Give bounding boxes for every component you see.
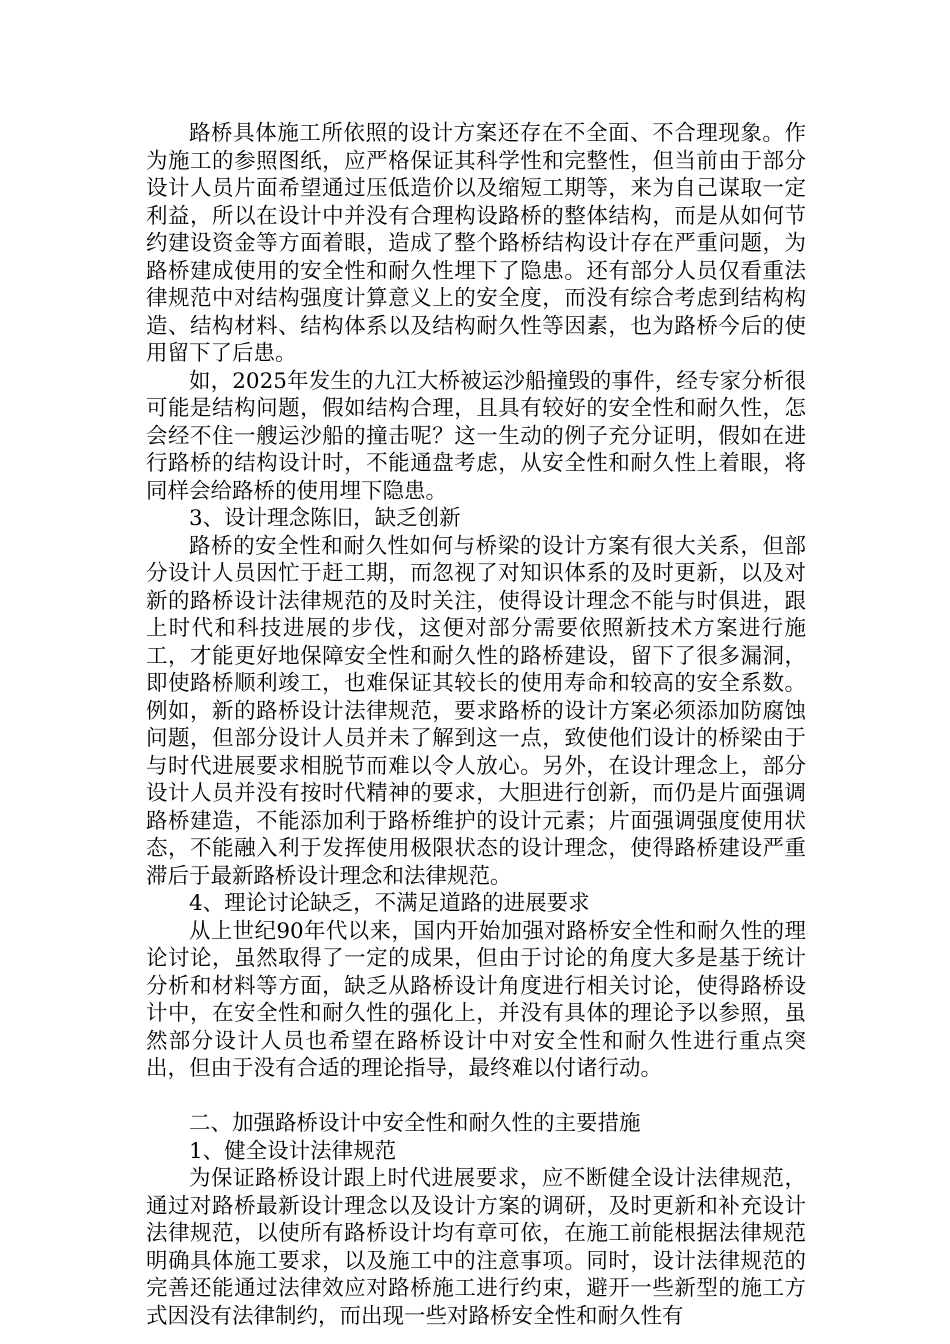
paragraph-design-concept: 路桥的安全性和耐久性如何与桥梁的设计方案有很大关系，但部分设计人员因忙于赶工期，而忽视了对知识体系的及时更新，以及对新的路桥设计法律规范的及时关注，使得设计理念不能与时俱进，跟上时代和科技进展的步伐，这便对部分需要依照新技术方案进行施工，才能更好地保障安全性和耐久性的路桥建设，留下了很多漏洞，即使路桥顺利竣工，也难保证其较长的使用寿命和较高的安全系数。例如，新的路桥设计法律规范，要求路桥的设计方案必须添加防腐蚀问题，但部分设计人员并未了解到这一点，致使他们设计的桥梁由于与时代进展要求相脱节而难以令人放心。另外，在设计理念上，部分设计人员并没有按时代精神的要求，大胆进行创新，而仍是片面强调路桥建造，不能添加利于路桥维护的设计元素；片面强调强度使用状态，不能融入利于发挥使用极限状态的设计理念，使得路桥建设严重滞后于最新路桥设计理念和法律规范。 (146, 533, 806, 889)
heading-section-two: 二、加强路桥设计中安全性和耐久性的主要措施 (189, 1111, 641, 1136)
heading-legal-norms: 1、健全设计法律规范 (189, 1138, 397, 1164)
paragraph-theory-discussion: 从上世纪90年代以来，国内开始加强对路桥安全性和耐久性的理论讨论，虽然取得了一定的成果，但由于讨论的角度大多是基于统计分析和材料等方面，缺乏从路桥设计角度进行相关讨论，使得路桥设计中，在安全性和耐久性的强化上，并没有具体的理论予以参照，虽然部分设计人员也希望在路桥设计中对安全性和耐久性进行重点突出，但由于没有合适的理论指导，最终难以付诸行动。 (146, 918, 806, 1081)
heading-design-concept: 3、设计理念陈旧，缺乏创新 (189, 506, 461, 531)
paragraph-jiujiang-example: 如，2025年发生的九江大桥被运沙船撞毁的事件，经专家分析很可能是结构问题，假如结构合理，且具有较好的安全性和耐久性，怎会经不住一艘运沙船的撞击呢？这一生动的例子充分证明，假如在进行路桥的结构设计时，不能通盘考虑，从安全性和耐久性上着眼，将同样会给路桥的使用埋下隐患。 (146, 368, 806, 504)
paragraph-design-scheme: 路桥具体施工所依照的设计方案还存在不全面、不合理现象。作为施工的参照图纸，应严格保证其科学性和完整性，但当前由于部分设计人员片面希望通过压低造价以及缩短工期等，来为自己谋取一定利益，所以在设计中并没有合理构设路桥的整体结构，而是从如何节约建设资金等方面着眼，造成了整个路桥结构设计存在严重问题，为路桥建成使用的安全性和耐久性埋下了隐患。还有部分人员仅看重法律规范中对结构强度计算意义上的安全度，而没有综合考虑到结构构造、结构材料、结构体系以及结构耐久性等因素，也为路桥今后的使用留下了后患。 (146, 121, 806, 366)
blank-line (146, 1083, 806, 1111)
paragraph-legal-norms: 为保证路桥设计跟上时代进展要求，应不断健全设计法律规范，通过对路桥最新设计理念以及设计方案的调研，及时更新和补充设计法律规范，以使所有路桥设计均有章可依，在施工前能根据法律规范明确具体施工要求，以及施工中的注意事项。同时，设计法律规范的完善还能通过法律效应对路桥施工进行约束，避开一些新型的施工方式因没有法律制约，而出现一些对路桥安全性和耐久性有 (146, 1166, 806, 1329)
document-body (146, 120, 806, 1330)
heading-theory-discussion: 4、理论讨论缺乏，不满足道路的进展要求 (189, 891, 590, 916)
